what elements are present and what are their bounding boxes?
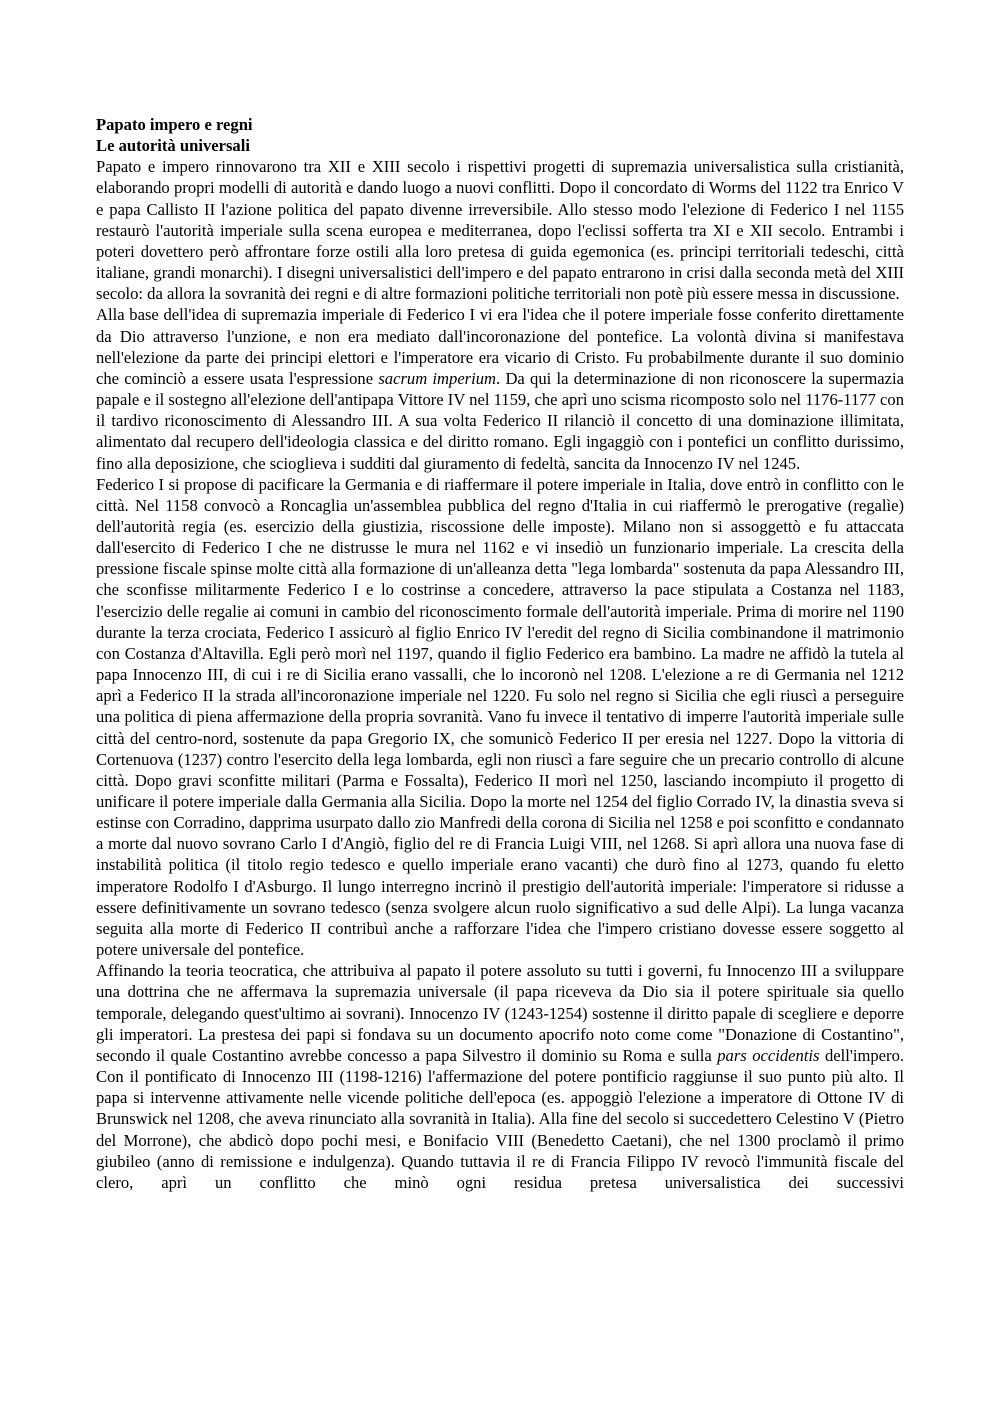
- document-page: [96, 114, 904, 1193]
- italic-term: pars occidentis: [717, 1045, 820, 1065]
- italic-term: sacrum imperium: [378, 368, 497, 388]
- paragraph-papacy-theocracy: [96, 960, 904, 1193]
- paragraph-text: Alla base dell'idea di supremazia imperiale di Federico I vi era l'idea che il potere imperiale fosse conferito direttamente da Dio attraverso l'unzione, e non era mediato dall'incoronazione del pontefice. La volontà divina si manifestava nell'elezione da parte dei principi elettori e l'imperatore era vicario di Cristo. Fu probabilmente durante il suo dominio che cominciò a essere usata l'espressione: [96, 305, 904, 388]
- paragraph-text: . Da qui la determinazione di non riconoscere la supermazia papale e il sostegno all'elezione dell'antipapa Vittore IV nel 1159, che aprì uno scisma ricomposto solo nel 1176-1177 con il tardivo riconoscimento di Alessandro III. A sua volta Federico II rilanciò il concetto di una dominazione illimitata, alimentato dal recupero dell'ideologia classica e del diritto romano. Egli ingaggiò con i pontefici un conflitto durissimo, fino alla deposizione, che scioglieva i sudditi dal giuramento di fedeltà, sancita da Innocenzo IV nel 1245.: [96, 368, 904, 473]
- paragraph-text: Federico I si propose di pacificare la Germania e di riaffermare il potere imperiale in Italia, dove entrò in conflitto con le città. Nel 1158 convocò a Roncaglia un'assemblea pubblica del regno d'Italia in cui riaffermò le prerogative (regalìe) dell'autorità regia (es. esercizio della giustizia, riscossione delle imposte). Milano non si assoggettò e fu attaccata dall'esercito di Federico I che ne distrusse le mura nel 1162 e vi insediò un funzionario imperiale. La crescita della pressione fiscale spinse molte città alla formazione di un'alleanza detta "lega lombarda" sostenuta da papa Alessandro III, che sconfisse militarmente Federico I e lo costrinse a concedere, attraverso la pace stipulata a Costanza nel 1183, l'esercizio delle regalie ai comuni in cambio del riconoscimento formale dell'autorità imperiale. Prima di morire nel 1190 durante la terza crociata, Federico I assicurò al figlio Enrico IV l'eredit del regno di Sicilia combinandone il matrimonio con Costanza d'Altavilla. Egli però morì nel 1197, quando il figlio Federico era bambino. La madre ne affidò la tutela al papa Innocenzo III, di cui i re di Sicilia erano vassalli, che lo incoronò nel 1208. L'elezione a re di Germania nel 1212 aprì a Federico II la strada all'incoronazione imperiale nel 1220. Fu solo nel regno si Sicilia che egli riuscì a perseguire una politica di piena affermazione della propria sovranità. Vano fu invece il tentativo di imperre l'autorità imperiale sulle città del centro-nord, sostenute da papa Gregorio IX, che somunicò Federico II per eresia nel 1227. Dopo la vittoria di Cortenuova (1237) contro l'esercito della lega lombarda, egli non riuscì a fare seguire che un precario controllo di alcune città. Dopo gravi sconfitte militari (Parma e Fossalta), Federico II morì nel 1250, lasciando incompiuto il progetto di unificare il potere imperiale dalla Germania alla Sicilia. Dopo la morte nel 1254 del figlio Corrado IV, la dinastia sveva si estinse con Corradino, dapprima usurpato dallo zio Manfredi della corona di Sicilia nel 1258 e poi sconfitto e condannato a morte dal nuovo sovrano Carlo I d'Angiò, figlio del re di Francia Luigi VIII, nel 1268. Si aprì allora una nuova fase di instabilità politica (il titolo regio tedesco e quello imperiale erano vacanti) che durò fino al 1273, quando fu eletto imperatore Rodolfo I d'Asburgo. Il lungo interregno incrinò il prestigio dell'autorità imperiale: l'imperatore si ridusse a essere definitivamente un sovrano tedesco (senza svolgere alcun ruolo significativo a sud delle Alpi). La lunga vacanza seguita alla morte di Federico II contribuì anche a rafforzare l'idea che l'impero cristiano dovesse essere soggetto al potere universale del pontefice.: [96, 474, 904, 960]
- document-title: Papato impero e regni: [96, 115, 253, 134]
- paragraph-federico-italy: [96, 474, 904, 961]
- section-heading: Le autorità universali: [96, 136, 250, 156]
- paragraph-federico-ideology: [96, 304, 904, 473]
- paragraph-text: Affinando la teoria teocratica, che attribuiva al papato il potere assoluto su tutti i governi, fu Innocenzo III a sviluppare una dottrina che ne affermava la supremazia universale (il papa riceveva da Dio sia il potere spirituale sia quello temporale, delegando quest'ultimo ai sovrani). Innocenzo IV (1243-1254) sostenne il diritto papale di scegliere e deporre gli imperatori. La prestesa dei papi si fondava su un documento apocrifo noto come come "Donazione di Costantino", secondo il quale Costantino avrebbe concesso a papa Silvestro il dominio su Roma e sulla: [96, 961, 904, 1065]
- paragraph-intro: [96, 156, 904, 304]
- paragraph-text: Papato e impero rinnovarono tra XII e XIII secolo i rispettivi progetti di supremazia universalistica sulla cristianità, elaborando propri modelli di autorità e dando luogo a nuovi conflitti. Dopo il concordato di Worms del 1122 tra Enrico V e papa Callisto II l'azione politica del papato divenne irreversibile. Allo stesso modo l'elezione di Federico I nel 1155 restaurò l'autorità imperiale sulla scena europea e mediterranea, dopo l'eclissi sofferta tra XI e XII secolo. Entrambi i poteri dovettero però affrontare forze ostili alla loro pretesa di guida egemonica (es. principi territoriali tedeschi, città italiane, grandi monarchi). I disegni universalistici dell'impero e del papato entrarono in crisi dalla seconda metà del XIII secolo: da allora la sovranità dei regni e di altre formazioni politiche territoriali non potè più essere messa in discussione.: [96, 157, 904, 304]
- paragraph-text: dell'impero. Con il pontificato di Innocenzo III (1198-1216) l'affermazione del potere pontificio raggiunse il suo punto più alto. Il papa si intervenne attivamente nelle vicende politiche dell'epoca (es. appoggiò l'elezione a imperatore di Ottone IV di Brunswick nel 1208, che aveva rinunciato alla sovranità in Italia). Alla fine del secolo si succedettero Celestino V (Pietro del Morrone), che abdicò dopo pochi mesi, e Bonifacio VIII (Benedetto Caetani), che nel 1300 proclamò il primo giubileo (anno di remissione e indulgenza). Quando tuttavia il re di Francia Filippo IV revocò l'immunità fiscale del clero, aprì un conflitto che minò ogni residua pretesa universalistica dei successivi: [96, 1045, 905, 1192]
